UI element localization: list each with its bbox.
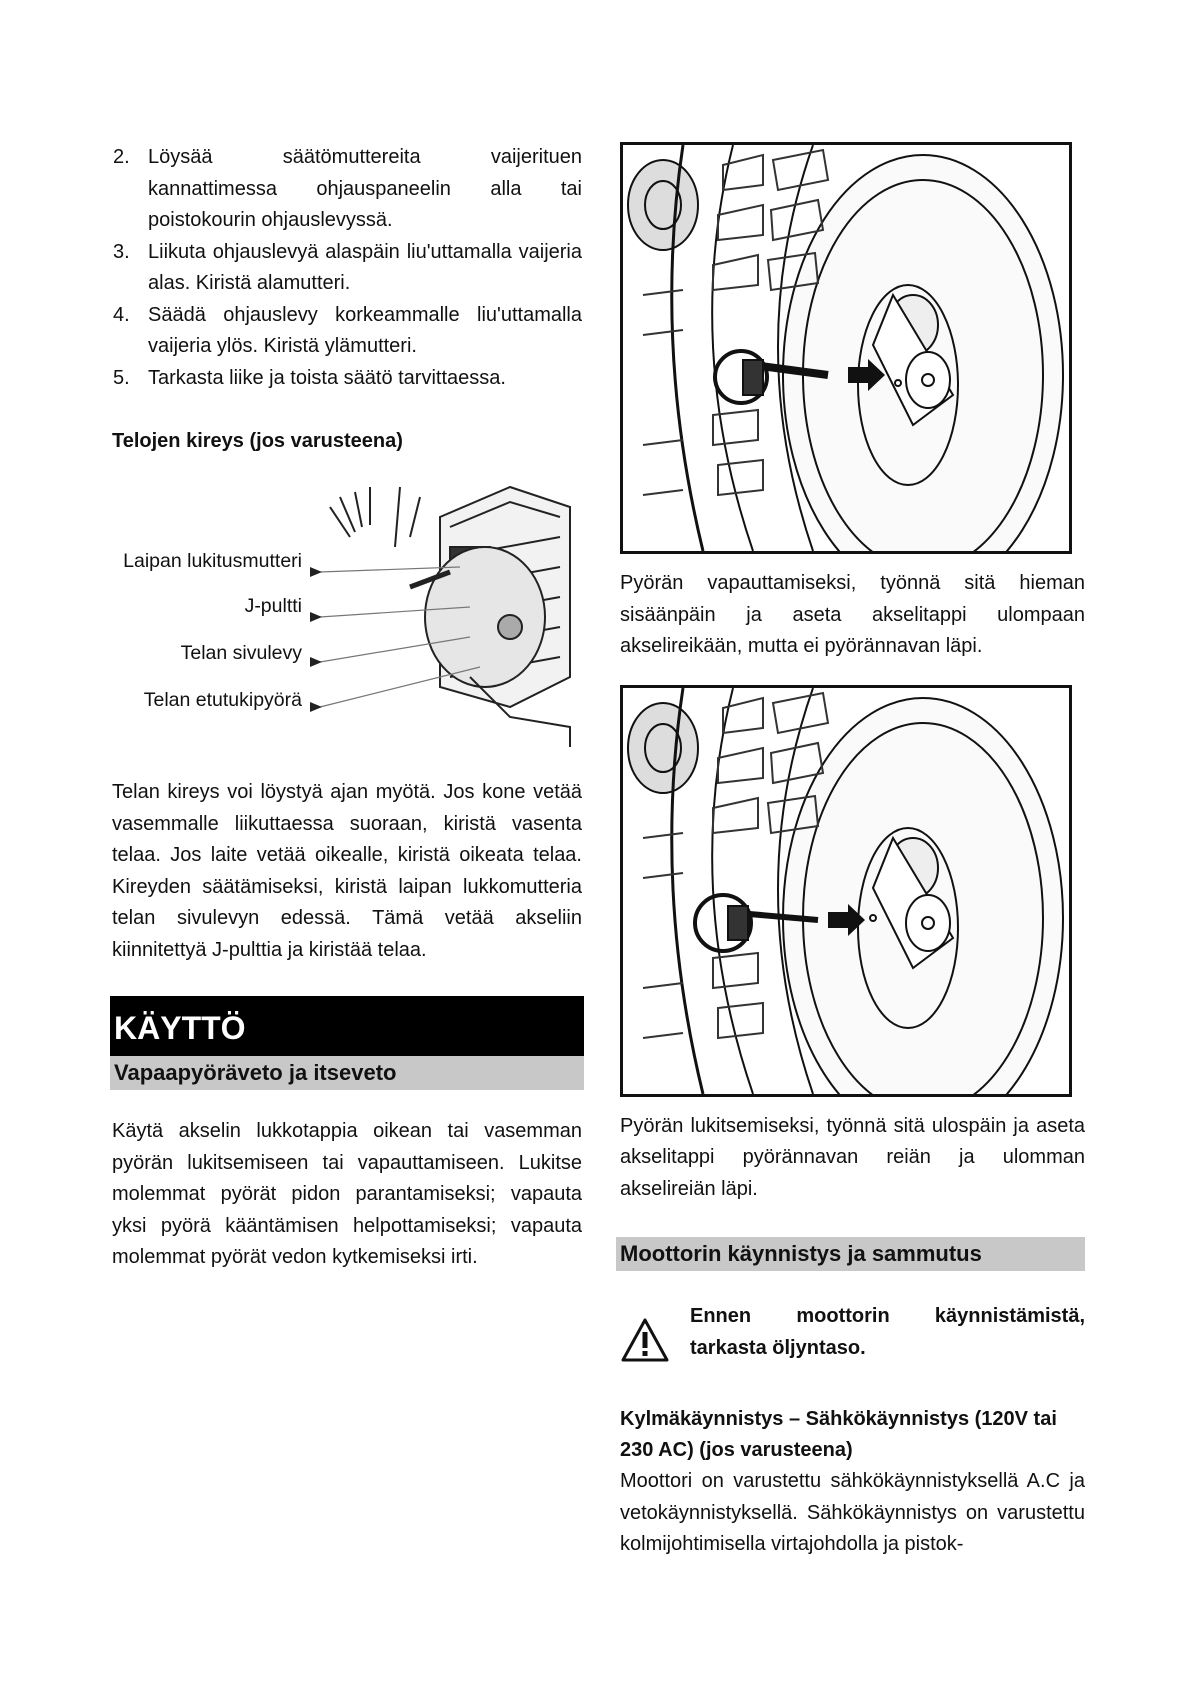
wheel-lock-figure [620,685,1072,1097]
subsection-title: Vapaapyöräveto ja itseveto [110,1056,584,1090]
adjustment-steps [112,142,582,394]
step-text: Liikuta ohjauslevyä alaspäin liu'uttamalla vaijeria alas. Kiristä alamutteri. [148,240,582,294]
step-number: 5. [113,366,130,389]
label-front-wheel: Telan etutukipyörä [143,689,302,711]
track-tension-paragraph: Telan kireys voi löystyä ajan myötä. Jos kone vetää vasemmalle liikuttaessa suoraan, kiristä vasenta telaa. Jos laite vetää oikealle, kiristä oikeata telaa. Kireyden säätämiseksi, kiristä laipan lukkomutteria telan sivulevyn edessä. Tämä vetää akseliin kiinnitettyä J-pulttia ja kiristää telaa. [112,781,582,961]
step-text: Tarkasta liike ja toista säätö tarvittaessa. [148,366,506,389]
step-number: 4. [113,303,130,326]
warning-block [620,1301,1085,1364]
wheel-release-figure [620,142,1072,554]
list-item [112,363,582,395]
left-column [112,142,582,1274]
warning-triangle-icon [620,1317,670,1363]
label-flange-nut: Laipan lukitusmutteri [123,550,302,572]
step-number: 3. [113,240,130,263]
label-j-bolt: J-pultti [244,595,302,617]
warning-text: Ennen moottorin käynnistämistä, tarkasta öljyntaso. [690,1305,1085,1359]
engine-section-title: Moottorin käynnistys ja sammutus [616,1237,1085,1271]
track-figure [112,477,582,757]
wheel-release-drawing [623,145,1069,551]
step-text: Säädä ohjauslevy korkeammalle liu'uttamalla vaijeria ylös. Kiristä ylämutteri. [148,303,582,357]
cold-start-paragraph: Moottori on varustettu sähkökäynnistyksellä A.C ja vetokäynnistyksellä. Sähkökäynnistys on varustettu kolmijohtimisella virtajohdolla ja pistok- [620,1470,1085,1555]
step-number: 2. [113,146,130,168]
right-column [620,142,1085,1561]
track-drawing [310,477,580,747]
cold-start-heading: Kylmäkäynnistys – Sähkökäynnistys (120V tai 230 AC) (jos varusteena) [620,1408,1057,1461]
label-side-plate: Telan sivulevy [180,642,302,664]
step-text: Löysää säätömuttereita vaijerituen kannattimessa ohjauspaneelin alla tai poistokourin ohjauslevyssä. [148,146,582,231]
section-header [112,996,582,1090]
list-item [112,237,582,300]
list-item [112,300,582,363]
freewheel-paragraph: Käytä akselin lukkotappia oikean tai vasemman pyörän lukitsemiseen tai vapauttamiseen. Lukitse molemmat pyörät pidon parantamiseksi; vapauta yksi pyörä kääntämisen helpottamiseksi; vapauta molemmat pyörät vedon kytkemiseksi irti. [112,1120,582,1268]
release-caption: Pyörän vapauttamiseksi, työnnä sitä hieman sisäänpäin ja aseta akselitappi ulompaan akselireikään, mutta ei pyörännavan läpi. [620,572,1085,657]
lock-caption: Pyörän lukitsemiseksi, työnnä sitä ulospäin ja aseta akselitappi pyörännavan reiän ja ulomman akselireiän läpi. [620,1114,1085,1200]
track-tension-heading: Telojen kireys (jos varusteena) [112,430,403,452]
wheel-lock-drawing [623,688,1069,1094]
section-title: KÄYTTÖ [110,996,584,1056]
list-item [112,142,582,237]
